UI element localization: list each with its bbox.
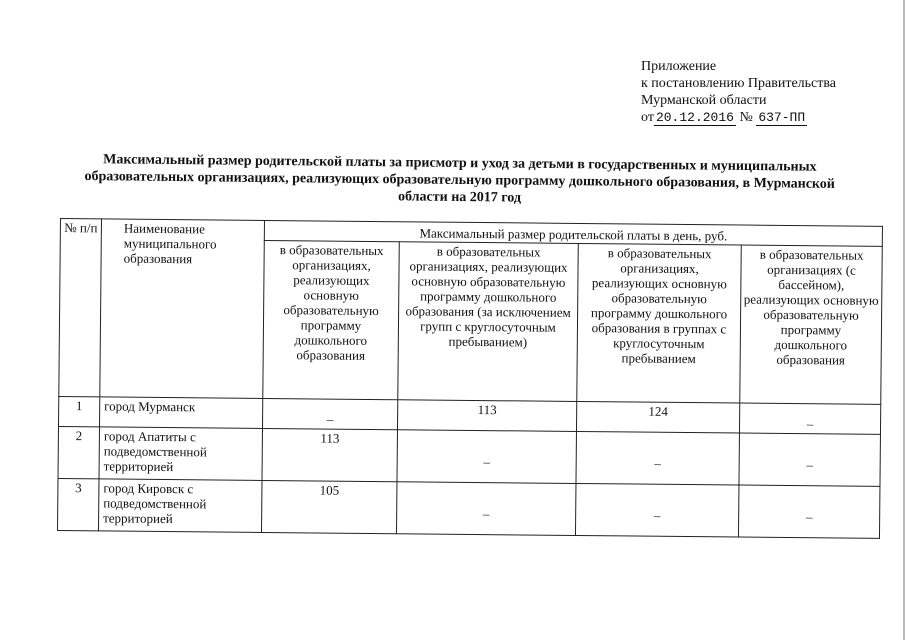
row-name: город Кировск с подведомственной территорией bbox=[98, 479, 261, 533]
row-name: город Апатиты с подведомственной территорией bbox=[99, 427, 262, 481]
number-prefix: № bbox=[739, 110, 753, 125]
appendix-date-line bbox=[641, 109, 836, 126]
row-num: 2 bbox=[58, 426, 99, 478]
row-name: город Мурманск bbox=[99, 397, 262, 429]
row-value: – bbox=[575, 483, 738, 537]
table-row bbox=[58, 426, 880, 486]
row-value: 113 bbox=[262, 428, 397, 481]
header-name: Наименование муниципального образования bbox=[100, 219, 265, 399]
appendix-label: Приложение bbox=[641, 59, 717, 74]
row-value: – bbox=[576, 431, 739, 485]
row-value: – bbox=[738, 485, 879, 538]
header-col-3: в образовательных организациях, реализующих основную образовательную программу дошкольного образования в группах с круглосуточным пребыванием bbox=[577, 243, 742, 403]
appendix-region: Мурманской области bbox=[641, 93, 767, 108]
row-value: – bbox=[739, 433, 880, 486]
appendix-resolution: к постановлению Правительства bbox=[641, 76, 837, 91]
row-value: – bbox=[396, 482, 575, 536]
header-group: Максимальный размер родительской платы в день, руб. bbox=[264, 220, 882, 246]
header-col-4: в образовательных организациях (с бассейном), реализующих основную образовательную программу дошкольного образования bbox=[740, 245, 883, 404]
row-num: 3 bbox=[58, 478, 99, 530]
header-col-2: в образовательных организациях, реализующих основную образовательную программу дошкольного образования (за исключением групп с круглосуточным пребыванием) bbox=[398, 242, 579, 402]
table-row bbox=[58, 478, 880, 538]
date-prefix: от bbox=[641, 110, 654, 125]
row-value: 113 bbox=[397, 400, 576, 432]
row-value: – bbox=[739, 403, 880, 434]
appendix-block bbox=[641, 58, 836, 126]
document-title: Максимальный размер родительской платы за присмотр и уход за детьми в государственных и муниципальных образовательных организациях, реализующих образовательную программу дошкольного образования, в Мурманской области на 2017 год bbox=[84, 152, 836, 206]
resolution-date: 20.12.2016 bbox=[655, 110, 734, 125]
header-col-1: в образовательных организациях, реализующих основную образовательную программу дошкольного образования bbox=[263, 240, 400, 399]
resolution-number: 637-ПП bbox=[758, 110, 806, 125]
row-value: 124 bbox=[576, 401, 739, 433]
fee-table bbox=[57, 218, 883, 539]
row-num: 1 bbox=[58, 396, 99, 426]
row-value: 105 bbox=[261, 480, 396, 533]
row-value: – bbox=[262, 398, 397, 429]
header-num: № п/п bbox=[59, 219, 102, 397]
row-value: – bbox=[397, 430, 576, 484]
